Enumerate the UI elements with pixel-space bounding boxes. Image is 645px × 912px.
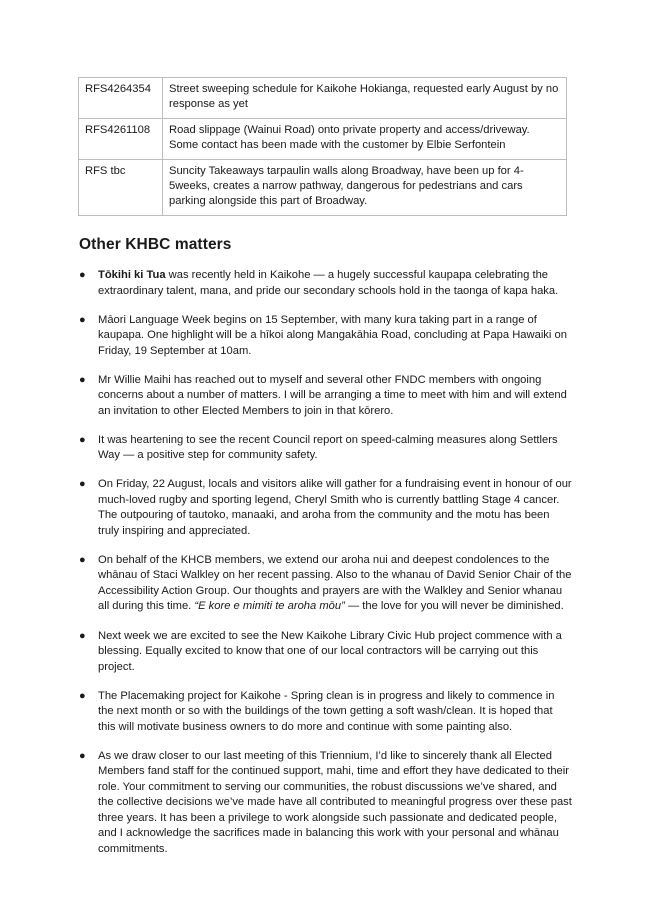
event-name: Tōkihi ki Tua	[98, 269, 166, 281]
list-item	[79, 629, 573, 676]
bullet-icon: ●	[79, 313, 86, 326]
list-item	[79, 749, 573, 858]
list-item	[79, 477, 573, 539]
rfs-table	[78, 77, 567, 216]
bullet-icon: ●	[79, 478, 86, 491]
bullet-icon: ●	[79, 749, 86, 762]
list-item	[79, 373, 573, 420]
rfs-description-cell: Suncity Takeaways tarpaulin walls along Broadway, have been up for 4-5weeks, creates a narrow pathway, dangerous for pedestrians and cars parking alongside this part of Broadway.	[163, 159, 567, 215]
matters-list	[79, 268, 573, 871]
rfs-description-cell: Street sweeping schedule for Kaikohe Hokianga, requested early August by no response as yet	[163, 78, 567, 119]
list-item-text: It was heartening to see the recent Council report on speed-calming measures along Settlers Way — a positive step for community safety.	[98, 433, 558, 462]
list-item	[79, 313, 573, 360]
list-item-text: As we draw closer to our last meeting of this Triennium, I’d like to sincerely thank all Elected Members fand staff for the continued support, mahi, time and effort they have dedicated to their role. Your commitment to serving our communities, the robust discussions we’ve shared, and the collective decisions we’ve made have all contributed to meaningful progress over these past three years. It has been a privilege to work alongside such passionate and dedicated people, and I acknowledge the sacrifices made in balancing this work with your personal and whānau commitments.	[98, 749, 572, 855]
rfs-id-cell: RFS tbc	[79, 159, 163, 215]
rfs-description-cell: Road slippage (Wainui Road) onto private property and access/driveway. Some contact has been made with the customer by Elbie Serfontein	[163, 118, 567, 159]
table-row	[79, 78, 567, 119]
list-item-text: Mr Willie Maihi has reached out to myself and several other FNDC members with ongoing concerns about a number of matters. I will be arranging a time to meet with him and will extend an invitation to other Elected Members to join in that kōrero.	[98, 373, 567, 417]
bullet-icon: ●	[79, 269, 86, 281]
list-item	[79, 433, 573, 464]
whakatauki-quote: “E kore e mimiti te aroha mōu”	[194, 600, 345, 613]
list-item	[79, 689, 573, 736]
list-item-text: was recently held in Kaikohe — a hugely successful kaupapa celebrating the extraordinary talent, mana, and pride our secondary schools hold in the taonga of kapa haka.	[98, 269, 559, 297]
list-item-text: On behalf of the KHCB members, we extend our aroha nui and deepest condolences to the whānau of Staci Walkley on her recent passing. Also to the whanau of David Senior Chair of the Accessibility Action Group. Our thoughts and prayers are with the Walkley and Senior whanau all during this time.	[98, 553, 572, 613]
bullet-icon: ●	[79, 373, 86, 386]
bullet-icon: ●	[79, 629, 86, 642]
section-heading: Other KHBC matters	[79, 236, 232, 253]
list-item-text: The Placemaking project for Kaikohe - Spring clean is in progress and likely to commence in the next month or so with the buildings of the town getting a soft wash/clean. It is hoped that this will motivate business owners to do more and continue with some painting also.	[98, 689, 555, 733]
rfs-id-cell: RFS4264354	[79, 78, 163, 119]
bullet-icon: ●	[79, 553, 86, 566]
list-item-text-tail: — the love for you will never be diminished.	[344, 600, 564, 613]
list-item	[79, 268, 573, 299]
list-item-text: Next week we are excited to see the New Kaikohe Library Civic Hub project commence with a blessing. Equally excited to know that one of our local contractors will be carrying out this project.	[98, 629, 562, 673]
bullet-icon: ●	[79, 689, 86, 702]
table-row	[79, 159, 567, 215]
list-item-text: On Friday, 22 August, locals and visitors alike will gather for a fundraising event in honour of our much-loved rugby and sporting legend, Cheryl Smith who is currently battling Stage 4 cancer. The outpouring of tautoko, manaaki, and aroha from the community and the motu has been truly inspiring and appreciated.	[98, 478, 572, 537]
bullet-icon: ●	[79, 433, 86, 446]
list-item	[79, 553, 573, 615]
table-row	[79, 118, 567, 159]
rfs-id-cell: RFS4261108	[79, 118, 163, 159]
list-item-text: Māori Language Week begins on 15 September, with many kura taking part in a range of kaupapa. One highlight will be a hīkoi along Mangakāhia Road, concluding at Papa Hawaiki on Friday, 19 September at 10am.	[98, 313, 567, 357]
